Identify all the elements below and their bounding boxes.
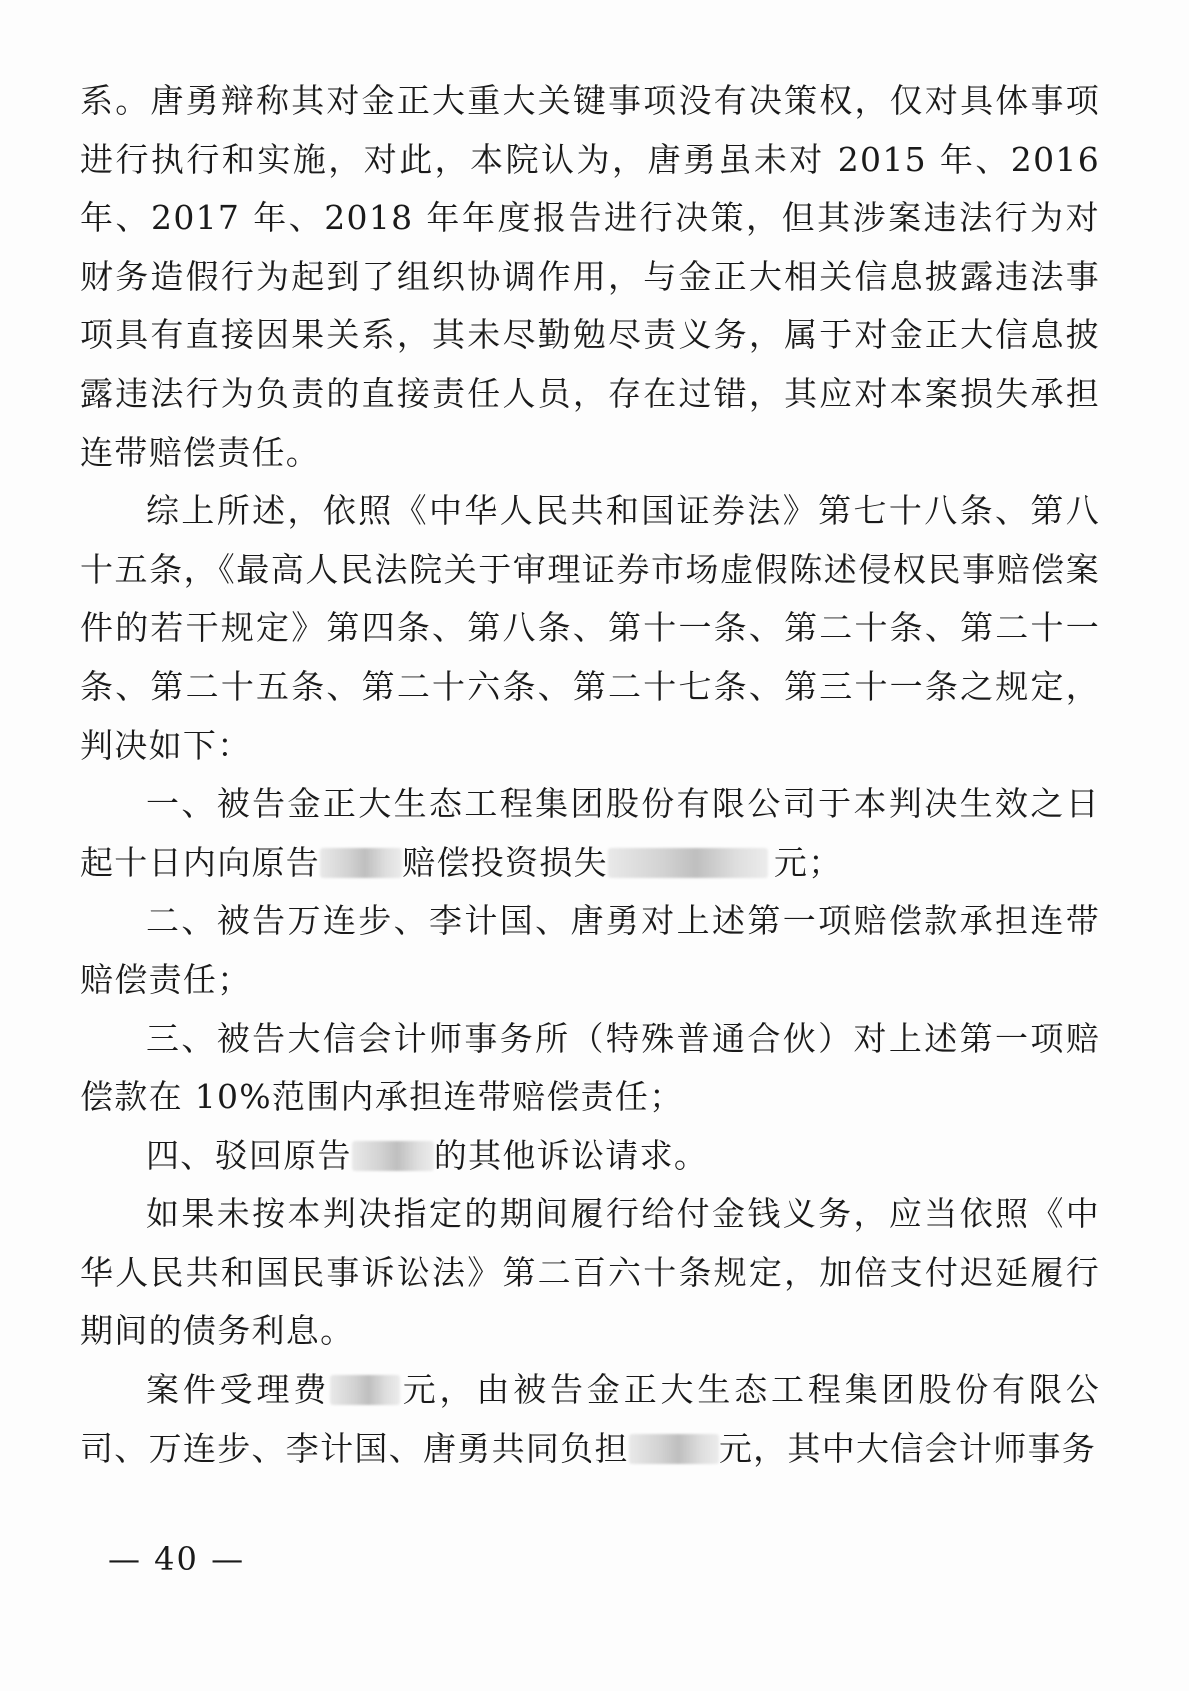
paragraph-ruling-2: 二、被告万连步、李计国、唐勇对上述第一项赔偿款承担连带赔偿责任；	[80, 901, 1100, 999]
paragraph-defendant-liability: 系。唐勇辩称其对金正大重大关键事项没有决策权，仅对具体事项进行执行和实施，对此，本院认为，唐勇虽未对 2015 年、2016 年、2017 年、2018 年年度报告进行决策，但其涉案违法行为对财务造假行为起到了组织协调作用，与金正大相关信息披露违法事项具有直接因果关系，其未尽勤勉尽责义务，属于对金正大信息披露违法行为负责的直接责任人员，存在过错，其应对本案损失承担连带赔偿责任。	[80, 81, 1100, 472]
redacted-plaintiff-name	[352, 1141, 434, 1171]
ruling-4-part-a: 四、驳回原告	[146, 1135, 352, 1175]
paragraph-ruling-3: 三、被告大信会计师事务所（特殊普通合伙）对上述第一项赔偿款在 10%范围内承担连带赔偿责任；	[80, 1018, 1100, 1117]
redacted-plaintiff-name	[320, 848, 402, 878]
redacted-fee-amount	[330, 1375, 400, 1405]
redacted-share-amount	[629, 1434, 719, 1464]
ruling-1-part-c: 元；	[773, 842, 843, 882]
ruling-1-part-b: 赔偿投资损失	[402, 842, 608, 882]
case-fee-part-c: 元，其中大信会计师事务	[718, 1428, 1097, 1468]
paragraph-legal-basis: 综上所述，依照《中华人民共和国证券法》第七十八条、第八十五条，《最高人民法院关于审理证券市场虚假陈述侵权民事赔偿案件的若干规定》第四条、第八条、第十一条、第二十条、第二十一条、第二十五条、第二十六条、第二十七条、第三十一条之规定，判决如下：	[80, 491, 1100, 765]
paragraph-ruling-4	[80, 1127, 1100, 1186]
ruling-1-part-a: 一、被告金正大生态工程集团股份有限公司于本判决生效之日起十日内向原告	[80, 784, 1100, 882]
paragraph-delay-interest: 如果未按本判决指定的期间履行给付金钱义务，应当依照《中华人民共和国民事诉讼法》第二百六十条规定，加倍支付迟延履行期间的债务利息。	[80, 1194, 1100, 1351]
page-number: — 40 —	[108, 1540, 246, 1578]
redacted-loss-amount	[608, 848, 768, 878]
paragraph-case-fee	[80, 1361, 1100, 1478]
case-fee-part-b: 元，由被告金正大生态工程集团股份有限公司、万连步、李计国、唐勇共同负担	[80, 1370, 1101, 1468]
judgment-body	[80, 72, 1100, 1478]
ruling-4-part-b: 的其他诉讼请求。	[433, 1135, 709, 1175]
paragraph-ruling-1	[80, 775, 1100, 892]
case-fee-part-a: 案件受理费	[146, 1370, 331, 1410]
